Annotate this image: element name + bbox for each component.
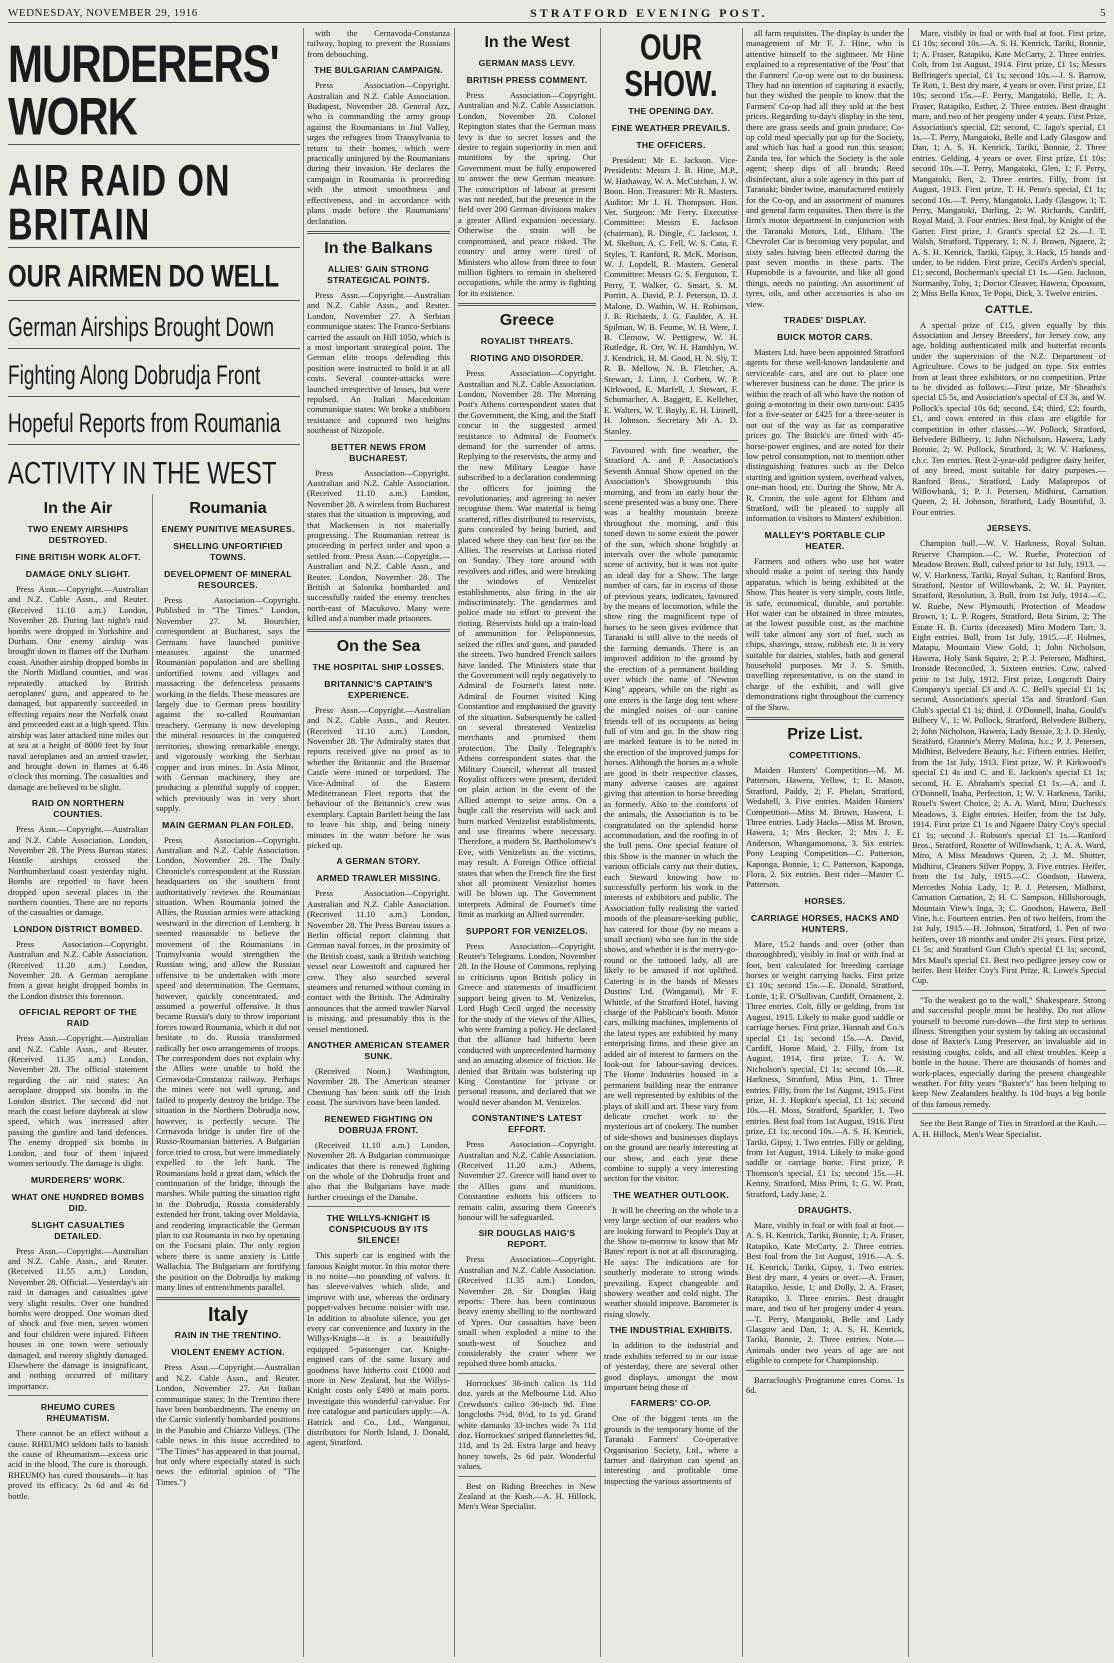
advert-text: Best on Riding Breeches in New Zealand at the Kash.—A. H. Hillock, Men's Wear Specialist. [458,1480,596,1512]
subheading: MALLEY'S PORTABLE CLIP HEATER. [764,529,886,551]
advert-text: See the Best Range of Ties in Stratford at the Kash.—A. H. Hillock, Men's Wear Specialist. [912,1118,1106,1139]
article-paragraph: President: Mr E. Jackson. Vice-Presidents: Messrs J. B. Hine, M.P., W. Hathaway, W. A. McCutchan, J. W. Boon. Hon. Treasurer: Mr R. Masters. Auditor: Mr J. H. Thompson. Hon. Vet. Surgeon: Mr Ferry. Executive Committee: Messrs E. Jackson (chairman), R. Dingle, C. Jackson, J. M. Skelton, A. C. Fell, W. S. Cato, F. Styles, T. Ranford, R. McK. Morison, W. J. Lopdell, R. Masters. General Committee: Messrs G. S. Ferguson, T. Perry, T. Walker, G. Smart, S. M. Porritt, A. David, P. J. Peterson, D. J. Malone, D. Wathin, W. H. Robinson, J. R. Richards, J. G. Faulder, A. H. Spilman, W. B. Feume, W. H. Were, J. B. Clemow, W. Pettigrew, W. H. Rutledge, R. Orr, W. H. Hamblyn, W. J. Kendrick, H. M. Good, H. N. Sly, T. R. B. Mellow, N. B. Fletcher, A. Stewart, J. Linn, J. Corbett, W. P. Kirkwood, E. Marfell, J. Stewart, F. Schumacher, A. Baggett, E. Kelleher, E. Walters, W. T. Bayly, E. H. Linnell, H. Johnson. Secretary Mr A. D. Stanley. [604,155,738,436]
article-paragraph: Press Assn.—Copyright.—Australian and N.Z. Cable Assn., and Reuter. (Received 11.55 a.m.) London, November 28. Official.—Yesterday's air raid in damages and casualties gave very slight results. Over one hundred bombs were dropped. One woman died of shock and five men, seven women and four children were injured. Fifteen houses in one town were seriously damaged, and twenty slightly damaged. Elsewhere the damage is insignificant, and nothing occurred of military importance. [8,1245,148,1391]
subheading: TRADES' DISPLAY. [783,314,867,325]
headline-block [8,30,300,497]
subheading: ANOTHER AMERICAN STEAMER SUNK. [307,1040,450,1062]
masthead [8,4,1106,23]
article-paragraph: Press Association—Copyright. Australian and N.Z. Cable Association. London, November 28. Colonel Repington states that the German mass levy is due to secret losses and the desire to regain superiority in men and munitions by the spring. Our Government must be fully empowered to answer the new German measure. The conscription of labour at present was not needed, but the presence in the field over 200 German divisions makes a greater Allied expansion necessary. Otherwise the strain will be compromised, and peace risked. The country and army were tired of Ministers who allow from three to four million fighters to remain in sheltered occupations, while the army is fighting for its existence. [458,90,596,298]
subheading: MURDERERS' WORK. [30,1174,126,1185]
headline-dobrudja: Fighting Along Dobrudja Front [8,361,261,391]
column-rule [742,28,743,1657]
subheading: TWO ENEMY AIRSHIPS DESTROYED. [27,524,129,545]
column-prize-list-cont [912,28,1106,1659]
subheading: FINE WEATHER PREVAILS. [611,123,731,133]
section-title-our-show: OUR SHOW. [624,28,718,104]
subheading: ROYALIST THREATS. [480,336,574,347]
subheading: BUICK MOTOR CARS. [777,331,873,342]
article-paragraph: A special prize of £15, given equally by this Association and Jersey Breeders', for Jersey cow, any age, holding authenticated milk and butterfat records under the supervision of the N.Z. Department of Agriculture. Cows to be judged on type. Six entries from at least three exhibitors, or no competition. Prize to be divided as follows:—First prize, Mr Sheaths's special £5 5s, and Association's special of £3 3s, and W. Pollock's special 10s 6d; second, £4; third, £2; fourth, £1, and cows entered in this class are eligible for competition in other classes.—W. Pollock, Stratford, Belvedere Bilberry, 1; John Nicholson, Hawera, Lady Bonnie, 2; W. Pollock, Stratford, 3; W. V. Harkness, r.h.c. Ten entries. Best 2-year-old pedigree dairy heifer, of any breed, most suitable for dairy purposes.—Ranford Bros., Stratford, Lady Malapropos of Willowbank, 1; P. J. Petersen, Midhirst, Carnation Queen, 2; H. Johnson, Stratford, Lady Bountiful, 3. Four entries. [912,319,1106,517]
article-paragraph: Press Association—Copyright. Reuter's Telegrams. London, November 28. In the House of Commons, replying to criticisms upon British policy in Greece and statements of insufficient support being given to M. Venizelos, Lord Hugh Cecil urged the necessity for the study of the views of the Allies, who were framing a policy. He declared that the alliance had hitherto been conducted with unprecedented harmony and an amazing absence of friction. He denied that Britain was bolstering up King Constantine for private or personal reasons, and declared that we would never abandon M. Venizelos. [458,940,596,1107]
section-title-roumania: Roumania [189,500,267,517]
subheading: THE OFFICERS. [636,140,706,150]
column-show-exhibits [746,28,904,1659]
subheading: THE BULGARIAN CAMPAIGN. [314,65,443,76]
article-paragraph: Mare, 15.2 hands and over (other than thoroughbred), visibly in foal or with foal at foot, best calculated for breeding carriage horses or weight carrying hacks. First prize £1 10s; second 15s.—E. Donald, Stratford, Lottie, 1; E. O'Sullivan, Cardiff, Ornament, 2. Three entries. Colt, filly or gelding, from 1st August, 1915. Likely to make good saddle or carriage horses. First prize, Hannah and Co.'s special £1 1s; second 15s.—A. David, Cardiff, Home Maid, 2. Filly, from 1st August, 1914, first prize, T. A. W. Nicholson's special, £1 1s; second 10s.—R. Harkness, Stratford, Miss Pim, 1. Three entries. Filly, from the 1st August, 1915. First prize, H. J. Hopkin's special, £1 1s; second 10s.—H. Moss, Stratford, Sparkler, 1. Two entries. Best foal from 1st August, 1916. First prize, £1 1s; second 10s.—A. S. H. Kenrick, Tariki, Gipsy, 1. Two entries. Filly or gelding, from 1st August, 1914. Likely to make good saddle or carriage horse. First prize, P. Thomson's special, £1 1s; second 15s.—H. Kenny, Stratford, Miss Prim, 1; G. W. Pratt, Stratford, Lady Jane, 2. [746,938,904,1199]
section-title-on-the-sea: On the Sea [336,637,421,655]
section-title-italy: Italy [207,1304,249,1327]
column-rule [600,28,601,1657]
subheading: OFFICIAL REPORT OF THE RAID [18,1007,138,1029]
advert-text: There cannot be an effect without a cause. RHEUMO seldom fails to banish the cause of Rheumatism—excess uric acid in the blood. The cure is thorough. RHEUMO has cured thousands—it has proved its efficacy. 2s 6d and 4s 6d bottle. [8,1428,148,1501]
article-paragraph: One of the biggest tents on the grounds is the temporary home of the Taranaki Farmers' Co-operative Organisation Society, Ltd., where a farmer and dairyman can spend an interesting and profitable time inspecting the various assortments of [604,1413,738,1486]
subheading: RIOTING AND DISORDER. [470,353,584,364]
column-rule [454,28,455,1657]
subheading: ALLIES' GAIN STRONG STRATEGICAL POINTS. [327,263,430,285]
subheading: RENEWED FIGHTING ON DOBRUJA FRONT. [324,1113,433,1135]
column-balkans [307,28,450,1659]
article-paragraph: Press Assn.—Copyright.—Australian and N.Z. Cable Association. London, November 28. The Press Bureau states: Hostile airships crossed the Northumberland coast yesterday night. Bombs are reported to have been dropped upon several places in the northern counties. There are no reports of the casualties or damage. [8,824,148,918]
headline-airmen: OUR AIRMEN DO WELL [8,259,280,295]
subheading: THE HOSPITAL SHIP LOSSES. [312,661,445,672]
article-paragraph: Press Association—Copyright. Published in "The Times." London, November 27. M. Bourchier, correspondent at Bucharest, says the Germans have launched punitive measures against the unarmed Roumanian population and are shelling unfortified towns and villages and massacring the defenceless peasants working in the fields. These measures are largely due to German press hostility against the so-called Roumanian treachery. Germany is now developing the mineral resources in the conquered territories, showing remarkable energy, and vigorously working the Serbian copper and iron mines. In Asia Minor, with German machinery, they are producing a plentiful supply of copper, which previously was in very short supply. [156,595,300,814]
subheading: SIR DOUGLAS HAIG'S REPORT. [478,1228,576,1250]
article-paragraph: Press Association—Copyright. Australian and N.Z. Cable Association. (Received 11.10 a.m.) London, November 28. A wireless from Bucharest states that the situation is improving, and that Mackensen is not materially progressing. The Roumanian retreat is proceeding in perfect order and upon a settled front. Press Assn.—Copyright.—Australian and N.Z. Cable Assn., and Reuter. London, November 28. The British at Salonika bombarded and successfully raided the enemy trenches north-east of Macukovo. Many were killed and a number made prisoners. [307,467,450,624]
article-paragraph: Press Association—Copyright. Australian and N.Z. Cable Association. (Received 11.10 a.m.) London, November 28. The Press Bureau issues a Berlin official report claiming that German naval forces, in the proximity of the British coast, sank a British watching vessel near Lowestoft and captured her crew. They also searched several steamers and returned without coming in contact with the British. The Admiralty announces that the armed trawler Narval is missing, and presumably this is the vessel mentioned. [307,888,450,1034]
article-paragraph: Press Association—Copyright. Australian and N.Z. Cable Association. London, November 28. The Daily Chronicle's correspondent at the Russian headquarters on the southern front authoritatively reviews the Roumanian situation. When Roumania joined the Allies, the Russian armies were attacking westward in the direction of Lemberg. It seemed reasonable to believe the movement of the Roumanians in Transylvania would strengthen the Russian wing, and allow the Russian offensive to be undertaken with more speed and determination. The Germans, however, quickly concentrated, and assumed a powerful offensive. It thus became Russia's duty to throw important forces toward Roumania, which it did not hesitate to do. Russia transformed radically her own arrangements of troops. The correspondent does not explain why the Allies were unable to hold the Cernavoda-Constanza railway. Perhaps the mines were not well sprung, and failed to properly destroy the bridge. The situation in the Northern Dobrudja now, however, is perfectly secure. The Cernavoda bridge is under fire of the Russo-Roumanian batteries. A Bulgarian force tried to cross, but were immediately expelled to the left bank. The Roumanians hold a great dam, which the continuation of the bridge, through the marshes. While putting the situation right in the Dobrudja, Russia considerably extended her front, taking over Moldavia, and rendering impracticable the German plan to cut Roumania in two by operating on the Focsani plain. The only region where there is some anxiety is Little Wallachia. The Bulgarians are fortifying the position on the Dobrudja by making many lines of entrenchments parallel. [156,834,300,1292]
article-paragraph: all farm requisites. The display is under the management of Mr F. J. Hine, who is attentive himself to the sightseer. Mr Hine explained to a representative of the 'Post' that the Farmers' Co-op were out to do business. They had no intention of capturing it exactly, but they wished the people to know that the Farmers' Co-op had all they sold at the best prices. Regarding to-day's display in the tent, there are grass seeds and grain produce; Co-op cold meal specially put up for the Society, and which has had a good run this season; Zanda tea, for which the Society is the sole agent; sheep dips of all brands; Reed disinfectant, also a sole agency in this part of Taranaki; binder twine, manufactured entirely for the Co-op, and an assortment of manures and general farm requisites. Then there is the firm's motor department in conjunction with the Taranaki Motors, Ltd., Eltham. The Chevrolet Car is becoming very popular, and sixty sales having been effected during the past seven months in these parts. The Hupmobile is a favourite, and like all good things, needs no painting. An assortment of tyres, oils, and other accessories is also on view. [746,28,904,309]
section-title-balkans: In the Balkans [324,239,433,257]
column-in-the-west [458,28,596,1659]
subheading: CARRIAGE HORSES, HACKS AND HUNTERS. [750,912,900,934]
subheading: FINE BRITISH WORK ALOFT. [15,552,141,562]
article-paragraph: In addition to the industrial and trade exhibits referred to in our issue of yesterday, there are several other good displays, amongst the most important being those of [604,1340,738,1392]
article-paragraph: Press Association—Copyright. Australian and N.Z. Cable Association. Budapest, November 28. General Arz, who is commanding the army group against the Roumanians in Jiul Valley, urges the refugees from Transylvania to return to their homes, which were practically uninjured by the Roumanians during their invasion. He declares the campaign in Roumania is proceeding with the utmost smoothness and effectiveness, and in accordance with plans made before the Roumanians' declaration. [307,80,450,226]
subheading: A GERMAN STORY. [336,856,421,867]
subheading: DAMAGE ONLY SLIGHT. [25,569,131,579]
subheading: SLIGHT CASUALTIES DETAILED. [31,1219,125,1241]
headline-airships: German Airships Brought Down [8,313,275,343]
headline-activity-west: ACTIVITY IN THE WEST [8,456,277,492]
article-paragraph: It will be cheering on the whole to a very large section of our readers who are looking forward to People's Day at the Show to-morrow to know that Mr Bates' report is not at all discouraging. He says: The indications are for southerly moderate to strong winds prevailing. Expect changeable and showery weather and cold night. The weather should improve. Barometer is rising slowly. [604,1204,738,1319]
advert-title: THE WILLYS-KNIGHT IS CONSPICUOUS BY ITS SILENCE! [326,1213,431,1246]
subheading: ENEMY PUNITIVE MEASURES. [161,524,295,534]
subheading: WHAT ONE HUNDRED BOMBS DID. [11,1191,145,1213]
headline-roumania: Hopeful Reports from Roumania [8,409,281,439]
subheading: THE OPENING DAY. [628,106,714,116]
advert-text: Barraclough's Programme cures Corns. 1s 6d. [746,1374,904,1396]
subheading: GERMAN MASS LEVY. [478,58,576,68]
subheading: DRAUGHTS. [798,1205,852,1215]
section-title-in-the-air: In the Air [43,500,113,517]
headline-air-raid: AIR RAID ON BRITAIN [8,156,231,250]
column-rule [152,494,153,1657]
section-title-in-the-west: In the West [484,34,570,51]
subheading: RAID ON NORTHERN COUNTIES. [31,798,125,820]
subheading: FARMERS' CO-OP. [630,1398,712,1409]
column-rule [908,28,909,1657]
advert-title: RHEUMO CURES RHEUMATISM. [40,1402,116,1424]
subheading-jerseys: JERSEYS. [986,523,1032,534]
column-in-the-air [8,494,148,1659]
article-paragraph: Press Association—Copyright. Australian and N.Z. Cable Association. London, November 28. The Morning Post's Athens correspondent states that the Government, the King, and the Staff concur in the suggested armed resistance to Admiral de Fournet's demand for the surrender of arms. Replying to the reservists, the army and the new Military League have subscribed to a declaration condemning the officers for joining the revolutionaries, and agreeing to never recognise them. War material is being scattered, rifles distributed to reservists, guns concealed by being buried, and placed where they can best fire on the Allies. The reservists at Larissa rioted on Sunday. They tore around with revolvers and rifles, and were breaking the windows of Venizelist establishments, also firing in the air indiscriminately. The gendarmes and police made no effort to prevent the rioting. Reservists hold up a train-load of ammunition for Peloponnesus, seized the rifles and guns, and paraded the streets. Two hundred French sailors have landed. The Ministers state that the Government will reply negatively to Admiral de Fournet's latest note. Admiral de Fournet visited King Constantine and emphasised the gravity of the situation. Subsequently he called on several threatened Venizelist merchants and promised them protection. The Daily Telegraph's Athens correspondent states that the Military Council, whereat all trusted Royalist officers were present, decided on plain action in the event of the Allied attempt to seize arms. On a bugle call the reservists will sack and burn marked Venizelist establishments, and use firearms where necessary. Therefore, a modern St. Bartholomew's Eve, with Venizelists as the victims, may result. A Foreign Office official states that when the French fire the first shot all prominent Venizelist homes will be blown up. The Government interprets Admiral de Fournet's time limit as marking an Allied surrender. [458,368,596,920]
article-paragraph: Press Association—Copyright. Australian and N.Z. Cable Association. (Received 11.20 a.m.) London, November 28. A German aeroplane from a great height dropped bombs in the London district this forenoon. [8,938,148,1001]
masthead-page-number: 5 [1100,7,1106,19]
column-our-show [604,28,738,1659]
article-paragraph: Favoured with fine weather, the Stratford A. and P. Association's Seventh Annual Show opened on the Association's Showgrounds this morning, and from an early hour the scene presented was a busy one. There was a healthy mountain breeze throughout the morning, and this toned down to some extent the power of the sun, which shone brightly at intervals over the whole panoramic scene of activity, but it was not quite an ideal day for a Show. The large number of cars, far in excess of those of previous years, indicates, favoured by the means of locomotion, while the show ring the magnificent type of horses to be seen gives evidence that Taranaki is still alive to the needs of the farming demands. There is an improved addition to the ground by the erection of a permanent building over which the name of "Newton King" appears, while on the right as one enters is the large dog tent where the mingled noises of our canine friends tell of its occupants as being full of vim and go. In the show ring are marked feature is to be noted in the erection of the improved jumps for horses. Although the horses as a whole are good in their respective classes, many adverse causes are against giving that attention to horse breeding as formerly. Also to the comforts of the animals, the Association is to be congratulated on the splendid horse accommodation, and the roofing in of the bull pens. One special feature of this Show is the manner in which the various officials carry out their duties, each Steward knowing how to successfully perform his work in the interests of exhibitors and public. The Association fully realising the varied moods of the pleasure-seeking public, has catered for those (by no means a small section) who see fun in the side shows, and whether it is the merry-go-round or the tattooed lady, all are likely to be amused if not uplifted. Catering is in the hands of Messrs Dustins' Ltd. (Wanganui), Mr F. Whittle, of the Stratford Hotel, having charge of the Publican's booth. Motor cars, milking machines, implements of the latest types are exhibited by many enterprising firms, and these give an added air of interest to farmers on the look-out for labour-saving devices. The Home Industries housed in a permanent building near the entrance are well represented by exhibits of the plays of skill and art. These vary from delicate crochet work to the mysterious art of cookery. The number of side-shows and businesses displays on the ground are nearly interesting at our show, and each year these combine to supply a very interesting section for the visitor. [604,444,738,1184]
subheading: THE WEATHER OUTLOOK. [612,1189,730,1200]
subheading: BRITISH PRESS COMMENT. [466,75,588,85]
article-paragraph: Press Association—Copyright. Australian and N.Z. Cable Association. (Received 11.35 a.m.) London, November 28. Sir Douglas Haig reports: There has been continuous heavy enemy shelling to the northward of Ypres. Our casualties have been small when exploded a mine to the south-west of Souchez and considerably the crater where we repulsed three bomb attacks. [458,1254,596,1369]
section-title-greece: Greece [499,312,555,330]
subheading: VIOLENT ENEMY ACTION. [171,1347,285,1358]
article-paragraph: Press Assn.—Copyright.—Australian and N.Z. Cable Assn., and Reuter. London, November 27. An Italian communique states: In the Trentino there have been bombardments. The enemy on the Carnic violently bombarded positions in the Pasubio and Chiarzo Valleys. (The cable news in this issue accredited to "The Times" has appeared in that journal, but only where especially stated is such news the editorial opinion of "The Times.") [156,1362,300,1487]
subheading: THE INDUSTRIAL EXHIBITS. [609,1325,733,1336]
subheading: DEVELOPMENT OF MINERAL RESOURCES. [164,569,292,590]
subheading: BETTER NEWS FROM BUCHAREST. [330,441,427,463]
advert-text: Horrockses' 36-inch calico 1s 11d doz. yards at the Melbourne Ltd. Also Crewdson's calico 36-inch 9d. Fine longcloths 7½d, 8½d, to 1s yd. Grand white damasks 33-inches wide 7s 11d doz. Horrockses' striped flannelettes 9d, 11d, and 1s 2d. Extra large and heavy honey towels, 2s 6d pair. Wonderful values. [458,1377,596,1472]
subheading: HORSES. [804,895,846,906]
article-paragraph: with the Cernavoda-Constanza railway, hoping to prevent the Russians from debouching. [307,28,450,59]
column-roumania [156,494,300,1659]
subheading: CONSTANTINE'S LATEST EFFORT. [471,1113,583,1135]
article-paragraph: Press Assn.—Copyright.—Australian and N.Z. Cable Assn., and Reuter. (Received 11.35 a.m.) London, November 28. The official statement regarding the air raid states: An aeroplane dropped six bombs in the London district. The second did not reach the coast before daybreak at slow speed, which was increased after passing the gunfire and land defences. The enemy dropped six bombs in London, and four of them injured women seriously. The damage is slight. [8,1033,148,1169]
subheading: ARMED TRAWLER MISSING. [316,873,441,884]
subheading: RAIN IN THE TRENTINO. [174,1330,282,1341]
article-paragraph: Farmers and others who use hot water should make a point of seeing this handy apparatus, which is being exhibited at the Show. This heater is very simple, costs little, is safe, economical, durable, and portable. Hot water can be obtained in three minutes, at the lowest possible cost, as the machine will take almost any sort of fuel, such as chips, shavings, straw, rubbish etc. It is very suitable for dairies, stables, bath and general household purposes. Mr J. S. Smith, travelling representative, is on the stand in charge of the exhibit, and will give demonstrations right throughout the currency of the Show. [746,555,904,712]
subheading: MAIN GERMAN PLAN FOILED. [162,819,294,830]
article-paragraph: Maiden Hunters' Competition—M. M. Patterson, Hawera, Yellow, 1; E. Mason, Stratford, Paddy, 2; F. Phelan, Stratford, Wedahell, 3. Five entries. Maiden Hunters' Competition—Miss M. Brown, Hawera, 1. Three entries. Lady Hacks—Miss M. Brown, Hawera, 1; Mrs Becker, 2; Mrs J. E. Anderson, Whangamomona, 3. Six entries. Pony Leaping Competition—C. Patterson, Kaponga, Bonnie, 1; C. Patterson, Kaponga, Flora, 2. Six entries. Best rider—Master C. Patterson. [746,764,904,890]
headline-murderers-work: MURDERERS' WORK [8,34,279,146]
subheading: LONDON DISTRICT BOMBED. [13,923,143,934]
advert-text: This superb car is engined with the famous Knight motor. In this motor there is no noise—no pounding of valves. It has sleeve-valves which slide, and improve with use, whereas the ordinary poppet-valves become noisier with use. In addition to absolute silence, you get every car convenience and luxury in the Willys-Knight—it is a beautifully equipped 5-passenger car. Knight-engined cars of the same luxury and goodness have hitherto cost £1000 and more in New Zealand, but the Willys-Knight costs only £490 at main ports. Investigate this wonderful car-value. For free catalogue and particulars apply:—A. Hatrick and Co., Ltd., Wanganui, distributors for North Island, J. Donald, agent, Stratford. [307,1250,450,1448]
article-paragraph: Mare, visibly in foal or with foal at foot.—A. S. H. Kenrick, Tariki, Bonnie, 1; A. Fraser, Ratapiko, Kate McCarty, 2. Three entries. Best foal from the 1st August, 1916.—A. S. H. Kenrick, Tariki, Gipsy, 1. Two entries. Best dry mare, 4 years or over.—A. Fraser, Ratapiko, Jessie, 1; and Dolly, 2. A. Fraser, Ratapiko, 3. Three entries. Best draught mare, and two of her progeny under 4 years.—T. Perry, Mangatoki, Belle and Lady Glasgow and Dan, 1; A. S. H. Kenrick, Tariki, Bonnie, 2. Three entries. Note.—Animals under two years of age are not eligible to compete for Championship. [746,1220,904,1366]
subheading: SHELLING UNFORTIFIED TOWNS. [173,541,283,562]
article-paragraph: Press Association—Copyright. Australian and N.Z. Cable Association. (Received 11.20 a.m.) Athens, November 27. Greece will hand over to the Allies guns and munitions. Constantine exhorts his officers to remain calm, assuring them Greece's honour will be safeguarded. [458,1139,596,1222]
subheading: COMPETITIONS. [789,749,861,760]
subheading: SUPPORT FOR VENIZELOS. [465,925,589,936]
article-paragraph: Champion bull.—W. V. Harkness, Royal Sultan. Reserve Champion.—C. W. Ruebe, Protection of Meadow Brown. Bull, calved prior to 1st July, 1913. —W. V. Harkness, Tariki, Royal Sultan, 1; Ranford Bros, Stratford, Nestor of Willowbank, 2; W. H. Paynter, Stratford, Resolution, 3. Bull, from 1st July, 1914.—C. W. Ruebe, New Plymouth, Protection of Meadow Brown, 1; L. P. Rogers, Stratford, Beta Sirum, 2; The Estate H. B. Curtis (deceased) Miro Modern Tarr, 3. Eight entries. Bull, from 1st July, 1915.—F. Holmes, Matapu, Mountain View Gold, 1; John Nicholson, Hawera, Holy Sank Squire, 2; P. J. Petersen, Midhirst, Ironside Reconciled, 3. Sixteen entries. Cow, calved prior to 1st July, 1912. First prize, Longcroft Dairy Company's special £3 and A. C. Bell's special £1 1s; second, Association's special 15s and Stratford Gun Club's special £1 1s; third, J. O'Donnell, Inaha, Gould's Bilbery V., 1; W. Pollock, Stratford, Belvedere Bilbery, 2; John Nicholson, Hawera, Lady Bessie, 3; J. D. Henly, Stratford, Grannie's Merry Molina, h.c.; P. J. Petersen, Midhirst, Belvedere Beauty, h.c. Fifteen entries. Heifer, from the 1st July, 1913. First prize, W. P. Kirkwood's special £1 4s and C. and E. Jackson's special £1 1s; second, H. E. Abraham's special £1 1s.—A. and J. O'Donnell, Inaha, Perfection, 1; W. V. Harkness, Tariki, Rosel's Sweet Choice, 2; A. A. Ward, Miro, Duchess's Meadows, 3. Eight entries. Heifer, from the 1st July, 1914. First prize £1 1s and Ngaere Dairy Coy's special £1 1s; second J. Robson's special £1 1s.—Ranford Bros., Stratford, Rosette of Willowbank, 1; A. A. Ward, Miro, A Miss Meadows Queen, 2; J. M. Shotter, Midhirst, Cleaners Silver Poppy, 3. Five entries. Heifer, from the 1st July, 1915.—C. Goodson, Hawera, Mercedes Nobia Lady, 1; P. J. Petersen, Midhirst, Carnation Carnation, 2; H. C. Sampson, Hillsborough, Mountain View's Inga, 3; C. Goodson, Hawera, Bell Vine, h.c. Fourteen entries. Pen of two heifers, from the 1st July, 1915.—H. Johnson, Stratford, 1. Pen of two heifers, over 18 months and under 2½ years. First prize, £1 5s; and Stratford Gun Club's special £1 1s; second, Mrs Maul's special £1. Best two pedigree jersey cow or heifer. Best Heifer Coy's First Prize, R. Lowe's Special Cup. [912,538,1106,986]
article-paragraph: Press Assn.—Copyright.—Australian and N.Z. Cable Assn., and Reuter. (Received 11.10 a.m.) London, November 28. The Admiralty states that reports received give no proof as to whether the Britannic and the Braemar Castle were mined or torpedoed. The Vice-Admiral of the Eastern Mediterranean Fleet reports that the behaviour of the Britannic's crew was exemplary. Captain Bartlett being the last to leave his ship, and being ninety minutes in the water before he was picked up. [307,704,450,850]
article-paragraph: (Received 11.10 a.m.) London, November 28. A Bulgarian communique indicates that there is renewed fighting on the whole of the Dobrudja front and also that the Bulgarians have made further crossings of the Danube. [307,1139,450,1202]
article-paragraph: Press Assn.—Copyright.—Australian and N.Z. Cable Assn., and Reuter. (Received 11.10 a.m.) London, November 28. During last night's raid bombs were dropped in Yorkshire and Durham. One enemy airship was brought down in flames off the Durham coast. Another airship dropped bombs in the North Midland counties, and was repeatedly attacked by British aeroplanes' guns, and appeared to be damaged, but apparently succeeded in effecting repairs near the Norfolk coast and proceeded east at a high speed. This airship was later attacked nine miles out at sea at a height of 8000 feet by four naval aeroplanes and an armed trawler, and brought down in flames at 6.46 o'clock this morning. The casualties and damage are believed to be slight. [8,584,148,792]
subheading-cattle: CATTLE. [985,303,1033,316]
subheading: BRITANNIC'S CAPTAIN'S EXPERIENCE. [324,678,433,700]
article-paragraph: Masters Ltd. have been appointed Stratford agents for these well-known landaulette and serviceable cars, and are out to place one wherever business can be done. The price is within the reach of all who have the notion of going a-motoring in their own turn-out: £435 for a five-seater or £425 for a three-seater is not out of the way as far as comparative prices go. The Buick's are fitted with 45-horse-power engines, and are noted for their low petrol consumption, not to mention other distinguishing features such as the Delco starting and ignition system, overhead valves, one-man hood, etc. During the Show, Mr A. R. Cronin, the sole agent for Eltham and Stratford, will be pleased to supply all information to visitors to Masters' exhibition. [746,346,904,524]
masthead-paper-name: STRATFORD EVENING POST. [530,5,768,20]
advert-text: "To the weakest go to the wall," Shakespeare. Strong and successful people must be healthy. Do not allow yourself to become run-down—the first step to serious illness. Strengthen your system by taking an occasional dose of Baxter's Lung Preserver, an invaluable aid in resisting coughs, colds, and all chest troubles. Keep a bottle in the house. There are thousands of homes and work-places, especially during the present changeable weather. For fifty years "Baxter's" has been helping to keep New Zealanders healthy. Is 10d buys a big bottle of this famous remedy. [912,994,1106,1109]
column-rule [303,28,304,1657]
article-paragraph: (Received Noon.) Washington, November 28. The American steamer Chemung has been sunk off the Irish coast. The survivors have been landed. [307,1066,450,1108]
section-title-prize-list: Prize List. [787,725,863,743]
article-paragraph: Press Assn.—Copyright.—Australian and N.Z. Cable Assn., and Reuter. London, November 27. A Serbian communique states: The Franco-Serbians carried the assault on Hill 1050, which is a most important strategical point. The German elite troops defending this position were instructed to hold it at all costs. Several counter-attacks were launched irrespective of losses, but were repulsed. An Italian Macedonian communique states: We broke a stubborn resistance and captured two heights southeast of Nizopole. [307,289,450,436]
masthead-date: WEDNESDAY, NOVEMBER 29, 1916 [8,7,198,19]
article-paragraph: Mare, visibly in foal or with foal at foot. First prize, £1 10s; second 10s.—A. S. H. Kenrick, Tariki, Bonnie, 1; A. Fraser, Ratapiko, Kate McCarty, 2. Three entries. Colt, from 1st August, 1914. First prize, £1 1s; Messrs Bellringer's special, £1 1s; second 10s.—J. S. Barrow, Te Roti, 1. Best dry mare, 4 years or over. First prize, £1 10s; second 15s.—F. Perry, Mangatoki, Belle, 1; A. Fraser, Ratapiko, Esther, 2. Three entries. Best draught mare, and two of her progeny under 4 years. First Prize, Association's special, £2; second, C. Jago's special, £1 1s.—T. Perry, Mangatoki, Belle and Lady Glasgow and Dan, 1; A. S. H. Kenrick, Tariki, Bonnie, 2. Three entries. Gelding, 4 years or over. First prize, £1 10s; second 10s.—T. Perry, Mangatoki, Glen, 1; F. Perry, Mangatoki, Ben, 2. Three entries. Filly, from 1st August, 1913. First prize, T. H. Penn's special, £1 1s; second 10s.—T. Perry, Mangatoki, Lady Glasgow, 1; T. Perry, Mangatoki, Darling, 2; W. Richards, Cardiff, Royal Maid, 3. Four entries. Best foal, by Knight of the Garter. First prize, J. Grant's special £2 2s.—J. T. Walsh, Stratford, Tipperary, 1; N. J. Brown, Ngaere, 2; A. S. H. Kenrick, Tariki, Gipsy, 3. Hack, 15 hands and under, to be ridden. First prize, Cecil's Arden's special, £1; second, Bocherman's special £1 1s.—Geo. Jackson, Normanby, Toby, 1; Doctor Cleaver, Hawera, Opossum, 2; Miss Bella Knox, Te Popo, Dick, 3. Twelve entries. [912,28,1106,299]
